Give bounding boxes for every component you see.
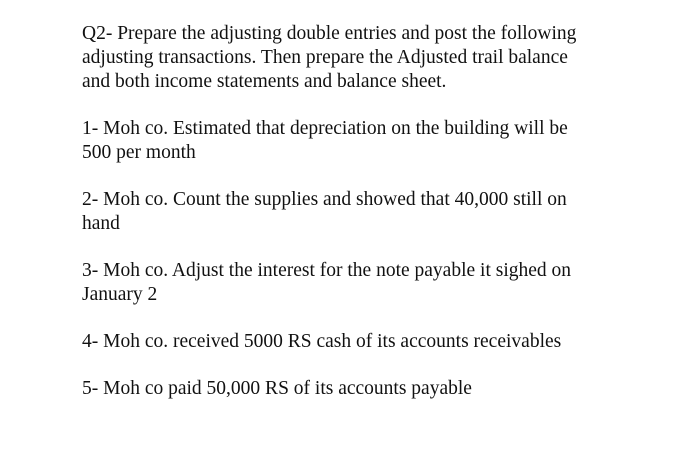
transaction-line: 500 per month [82, 142, 196, 163]
transaction-line: 2- Moh co. Count the supplies and showed that 40,000 still on [82, 189, 567, 210]
question-line: and both income statements and balance sheet. [82, 71, 447, 92]
question-line: Q2- Prepare the adjusting double entries and post the following [82, 23, 577, 44]
transaction-line: 5- Moh co paid 50,000 RS of its accounts payable [82, 378, 472, 399]
transaction-line: 4- Moh co. received 5000 RS cash of its accounts receivables [82, 331, 562, 352]
transaction-item-1 [82, 117, 642, 165]
transaction-line: 1- Moh co. Estimated that depreciation on the building will be [82, 118, 568, 139]
transaction-item-2 [82, 188, 642, 236]
document-body [82, 22, 642, 424]
transaction-line: 3- Moh co. Adjust the interest for the note payable it sighed on [82, 260, 572, 281]
question-intro [82, 22, 642, 94]
transaction-line: hand [82, 213, 120, 234]
transaction-item-4 [82, 330, 642, 354]
question-line: adjusting transactions. Then prepare the Adjusted trail balance [82, 47, 568, 68]
transaction-item-3 [82, 259, 642, 307]
transaction-item-5 [82, 377, 642, 401]
transaction-line: January 2 [82, 284, 158, 305]
